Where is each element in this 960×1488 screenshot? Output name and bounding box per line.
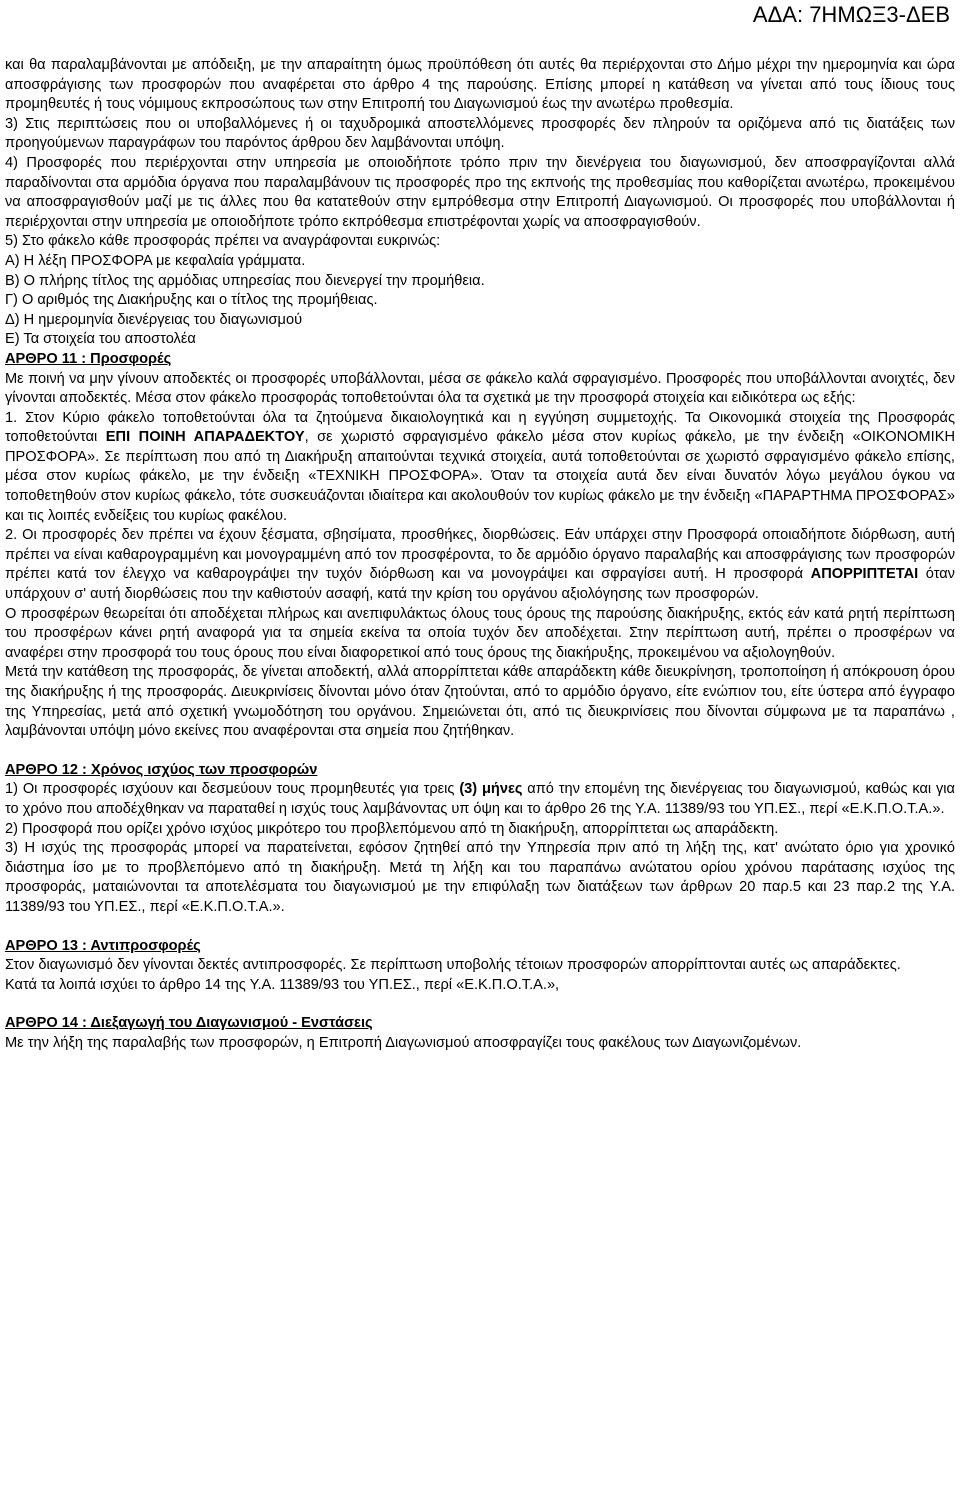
article-11-heading: ΑΡΘΡΟ 11 : Προσφορές (5, 350, 172, 367)
paragraph: 1. Στον Κύριο φάκελο τοποθετούνται όλα τα ζητούμενα δικαιολογητικά και η εγγύηση συμμετοχής. Τα Οικονομικά στοιχεία της Προσφοράς τοποθετούνται ΕΠΙ ΠΟΙΝΗ ΑΠΑΡΑΔΕΚΤΟΥ, σε χωριστό σφραγισμένο φάκελο μέσα στον κυρίως φάκελο, με την ένδειξη «ΟΙΚΟΝΟΜΙΚΗ ΠΡΟΣΦΟΡΑ». Σε περίπτωση που από τη Διακήρυξη απαιτούνται τεχνικά στοιχεία, αυτά τοποθετούνται σε χωριστό σφραγισμένο φάκελο επίσης, μέσα στον κυρίως φάκελο, με την ένδειξη «ΤΕΧΝΙΚΗ ΠΡΟΣΦΟΡΑ». Όταν τα στοιχεία αυτά δεν είναι δυνατόν λόγω μεγάλου όγκου να τοποθετηθούν στον κυρίως φάκελο, τότε συσκευάζονται ιδιαίτερα και ακολουθούν τον κυρίως φάκελο με την ένδειξη «ΠΑΡΑΡΤΗΜΑ ΠΡΟΣΦΟΡΑΣ» και τις λοιπές ενδείξεις του κυρίως φακέλου. (5, 409, 955, 524)
paragraph: 3) Η ισχύς της προσφοράς μπορεί να παρατείνεται, εφόσον ζητηθεί από την Υπηρεσία πριν από τη λήξη της, κατ' ανώτατο όριο για χρονικό διάστημα ίσο με το προβλεπόμενο από τη διακήρυξη. Μετά τη λήξη και του παραπάνω ανώτατου ορίου χρόνου παράτασης ισχύος της προσφοράς, ματαιώνονται τα αποτελέσματα του διαγωνισμού με την επιφύλαξη των διατάξεων των άρθρων 20 παρ.5 και 23 παρ.2 της Υ.Α. 11389/93 του ΥΠ.ΕΣ., περί «Ε.Κ.Π.Ο.Τ.Α.». (5, 840, 955, 915)
paragraph: 3) Στις περιπτώσεις που οι υποβαλλόμενες ή οι ταχυδρομικά αποστελλόμενες προσφορές δεν πληρούν τα οριζόμενα από τις διατάξεις των προηγούμενων παραγράφων του παρόντος άρθρου δεν λαμβάνονται υπόψη. (5, 115, 955, 152)
document-body (5, 56, 955, 1054)
article-13-heading: ΑΡΘΡΟ 13 : Αντιπροσφορές (5, 937, 201, 954)
paragraph: 2. Οι προσφορές δεν πρέπει να έχουν ξέσματα, σβησίματα, προσθήκες, διορθώσεις. Εάν υπάρχει στην Προσφορά οποιαδήποτε διόρθωση, αυτή πρέπει να είναι καθαρογραμμένη και μονογραμμένη από τον προσφέροντα, το δε αρμόδιο όργανο παραλαβής και αποσφράγισης των προσφορών πρέπει κατά τον έλεγχο να καθαρογράψει την τυχόν διόρθωση και να μονογράψει και σφραγίσει αυτή. Η προσφορά ΑΠΟΡΡΙΠΤΕΤΑΙ όταν υπάρχουν σ' αυτή διορθώσεις που την καθιστούν ασαφή, κατά την κρίση του οργάνου αξιολόγησης των προσφορών. (5, 527, 955, 603)
paragraph: Κατά τα λοιπά ισχύει το άρθρο 14 της Υ.Α. 11389/93 του ΥΠ.ΕΣ., περί «Ε.Κ.Π.Ο.Τ.Α.», (5, 976, 560, 993)
emphasis: (3) μήνες (459, 781, 523, 798)
article-12-heading: ΑΡΘΡΟ 12 : Χρόνος ισχύος των προσφορών (5, 761, 318, 778)
ada-code: ΑΔΑ: 7ΗΜΩΞ3-ΔΕΒ (752, 2, 950, 27)
list-item: Α) Η λέξη ΠΡΟΣΦΟΡΑ με κεφαλαία γράμματα. (5, 252, 306, 269)
list-item: Β) Ο πλήρης τίτλος της αρμόδιας υπηρεσίας που διενεργεί την προμήθεια. (5, 272, 485, 289)
paragraph: 2) Προσφορά που ορίζει χρόνο ισχύος μικρότερο του προβλεπόμενου από τη διακήρυξη, απορρίπτεται ως απαράδεκτη. (5, 820, 779, 837)
emphasis: ΕΠΙ ΠΟΙΝΗ ΑΠΑΡΑΔΕΚΤΟΥ (105, 429, 305, 446)
emphasis: ΑΠΟΡΡΙΠΤΕΤΑΙ (810, 566, 919, 583)
paragraph: 1) Οι προσφορές ισχύουν και δεσμεύουν τους προμηθευτές για τρεις (3) μήνες από την επομένη της διενέργειας του διαγωνισμού, καθώς και για το χρόνο που αποδέχθηκαν να παραταθεί η ισχύς τους λαμβάνοντας υπ όψη και το άρθρο 26 της Υ.Α. 11389/93 του ΥΠ.ΕΣ., περί «Ε.Κ.Π.Ο.Τ.Α.». (5, 781, 955, 817)
paragraph: Με ποινή να μην γίνουν αποδεκτές οι προσφορές υποβάλλονται, μέσα σε φάκελο καλά σφραγισμένο. Προσφορές που υποβάλλονται ανοιχτές, δεν γίνονται αποδεκτές. Μέσα στον φάκελο προσφοράς τοποθετούνται όλα τα σχετικά με την προσφορά στοιχεία και ειδικότερα ως εξής: (5, 370, 955, 407)
paragraph: 5) Στο φάκελο κάθε προσφοράς πρέπει να αναγράφονται ευκρινώς: (5, 233, 441, 250)
paragraph: 4) Προσφορές που περιέρχονται στην υπηρεσία με οποιοδήποτε τρόπο πριν την διενέργεια του διαγωνισμού, δεν αποσφραγίζονται αλλά παραδίνονται στα αρμόδια όργανα που παραλαμβάνουν τις προσφορές προ της εκπνοής της προθεσμίας που καθορίζεται ανωτέρω, προκειμένου να αποσφραγισθούν μαζί με τις άλλες που θα κατατεθούν στην εμπρόθεσμα στην Επιτροπή Διαγωνισμού. Οι προσφορές που υποβάλλονται ή περιέρχονται στην υπηρεσία με οποιοδήποτε τρόπο εκπρόθεσμα επιστρέφονται χωρίς να αποσφραγισθούν. (5, 154, 955, 230)
article-14-heading: ΑΡΘΡΟ 14 : Διεξαγωγή του Διαγωνισμού - Ενστάσεις (5, 1015, 373, 1032)
list-item: Γ) Ο αριθμός της Διακήρυξης και ο τίτλος της προμήθειας. (5, 292, 378, 309)
paragraph: Μετά την κατάθεση της προσφοράς, δε γίνεται αποδεκτή, αλλά απορρίπτεται κάθε απαράδεκτη κάθε διευκρίνηση, τροποποίηση ή απόκρουση όρου της διακήρυξης ή της προσφοράς. Διευκρινίσεις δίνονται μόνο όταν ζητούνται, από το αρμόδιο όργανο, είτε ενώπιον του, είτε ύστερα από έγγραφο της Υπηρεσίας, μετά από σχετική γνωμοδότηση του οργάνου. Σημειώνεται ότι, από τις διευκρινίσεις που δίνονται σύμφωνα με τα παραπάνω , λαμβάνονται υπόψη μόνο εκείνες που αναφέρονται στα σημεία που ζητήθηκαν. (5, 664, 955, 740)
list-item: Δ) Η ημερομηνία διενέργειας του διαγωνισμού (5, 311, 303, 328)
paragraph: Με την λήξη της παραλαβής των προσφορών, η Επιτροπή Διαγωνισμού αποσφραγίζει τους φακέλους των Διαγωνιζομένων. (5, 1034, 802, 1051)
paragraph: και θα παραλαμβάνονται με απόδειξη, με την απαραίτητη όμως προϋπόθεση ότι αυτές θα περιέρχονται στο Δήμο μέχρι την ημερομηνία και ώρα αποσφράγισης των προσφορών που αναφέρεται στο άρθρο 4 της παρούσης. Επίσης μπορεί η κατάθεση να γίνεται από τους ίδιους τους προμηθευτές ή τους νόμιμους εκπροσώπους των στην Επιτροπή του Διαγωνισμού έως την ανωτέρω προθεσμία. (5, 57, 955, 113)
paragraph: Ο προσφέρων θεωρείται ότι αποδέχεται πλήρως και ανεπιφυλάκτως όλους τους όρους της παρούσης διακήρυξης, εκτός εάν κατά ρητή περίπτωση του προσφέρων κάνει ρητή αναφορά για τα σημεία εκείνα τα οποία τυχόν δεν αποδέχεται. Στην περίπτωση αυτή, πρέπει ο προσφέρων να αναφέρει στην προσφορά του τους όρους που είναι διαφορετικοί από τους όρους της διακήρυξης, προκειμένου να αξιολογηθούν. (5, 605, 955, 661)
list-item: Ε) Τα στοιχεία του αποστολέα (5, 331, 196, 348)
paragraph: Στον διαγωνισμό δεν γίνονται δεκτές αντιπροσφορές. Σε περίπτωση υποβολής τέτοιων προσφορών απορρίπτονται αυτές ως απαράδεκτες. (5, 957, 901, 974)
